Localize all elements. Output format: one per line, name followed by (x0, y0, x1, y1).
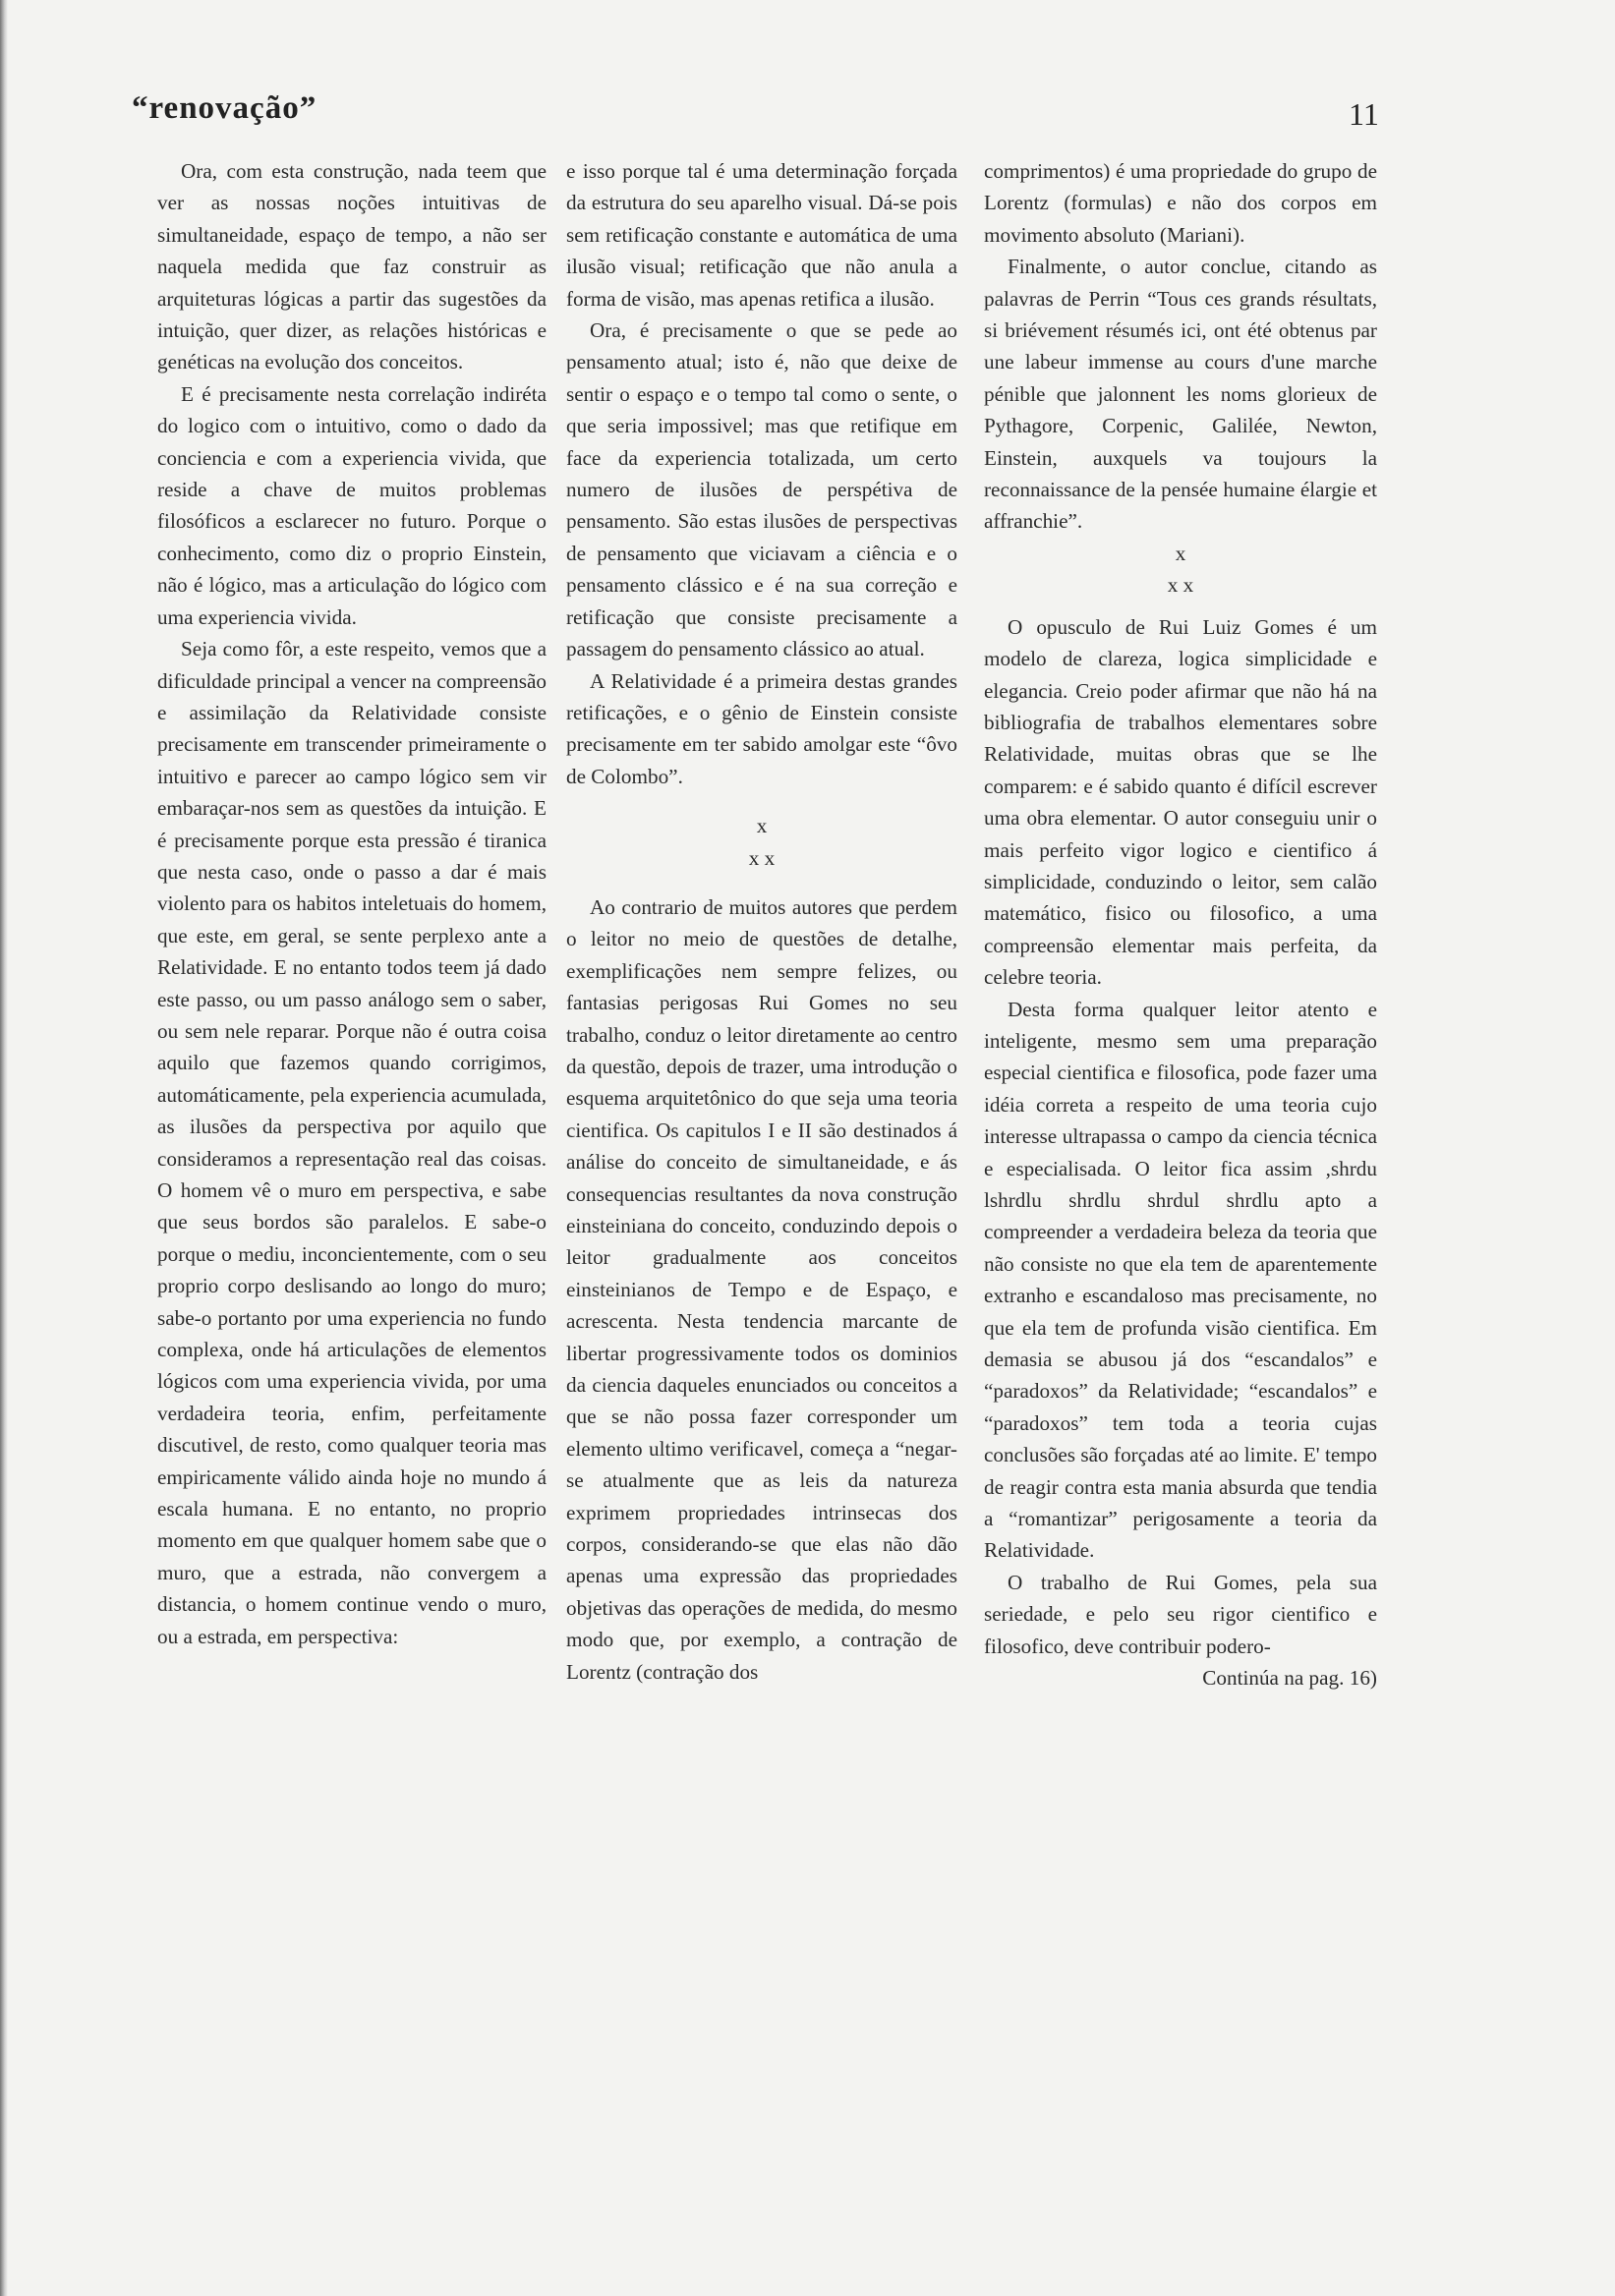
paragraph: Ao contrario de muitos autores que perdem o leitor no meio de questões de detalhe, exemplificações nem sempre felizes, ou fantasias perigosas Rui Gomes no seu trabalho, conduz o leitor diretamente ao centro da questão, depois de trazer, uma introdução o esquema arquitetônico do que seja uma teoria cientifica. Os capitulos I e II são destinados á análise do conceito de simultaneidade, e ás consequencias resultantes da nova construção einsteiniana do conceito, conduzindo depois o leitor gradualmente aos conceitos einsteinianos de Tempo e de Espaço, e acrescenta. Nesta tendencia marcante de libertar progressivamente todos os dominios da ciencia daqueles enunciados ou conceitos a que se não possa fazer corresponder um elemento ultimo verificavel, começa a “negar-se atualmente que as leis da natureza exprimem propriedades intrinsecas dos corpos, considerando-se que elas não dão apenas uma expressão das propriedades objetivas das operações de medida, do mesmo modo que, por exemplo, a contração de Lorentz (contração dos (566, 894, 957, 1684)
magazine-title: “renovação” (132, 90, 317, 126)
paragraph: E é precisamente nesta correlação indiréta do logico com o intuitivo, como o dado da conciencia e com a experiencia vivida, que reside a chave de muitos problemas filosóficos a esclarecer no futuro. Porque o conhecimento, como diz o proprio Einstein, não é lógico, mas a articulação do lógico com uma experiencia vivida. (157, 381, 547, 629)
section-separator: x x (748, 845, 776, 870)
paragraph: Ora, com esta construção, nada teem que ver as nossas noções intuitivas de simultaneidade, espaço de tempo, a não ser naquela medida que faz construir as arquiteturas lógicas a partir das sugestões da intuição, quer dizer, as relações históricas e genéticas na evolução dos conceitos. (157, 159, 547, 374)
paragraph: Seja como fôr, a este respeito, vemos que a dificuldade principal a vencer na compreensão e assimilação da Relatividade consiste precisamente em transcender primeiramente o intuitivo e parecer ao campo lógico sem vir embaraçar-nos sem as questões da intuição. E é precisamente porque esta pressão é tiranica que nesta caso, onde o passo a dar é mais violento para os habitos inteletuais do homem, que este, em geral, se sente perplexo ante a Relatividade. E no entanto todos teem já dado este passo, ou um passo análogo sem o saber, ou sem nele reparar. Porque não é outra coisa aquilo que fazemos quando corrigimos, automáticamente, pela experiencia acumulada, as ilusões da perspectiva por aquilo que consideramos a representação real das coisas. O homem vê o muro em perspectiva, e sabe que seus bordos são paralelos. E sabe-o porque o mediu, inconcientemente, com o seu proprio corpo deslisando ao longo do muro; sabe-o portanto por uma experiencia no fundo complexa, onde há articulações de elementos lógicos com uma experiencia vivida, por uma verdadeira teoria, enfim, perfeitamente discutivel, de resto, como qualquer teoria mas empiricamente válido ainda hoje no mundo á escala humana. E no entanto, no proprio momento em que qualquer homem sabe que o muro, que a estrada, não convergem a distancia, o homem continue vendo o muro, ou a estrada, em perspectiva: (157, 637, 547, 1648)
scan-edge-shadow (0, 0, 8, 2296)
text-column-3 (984, 155, 1377, 1694)
paragraph: e isso porque tal é uma determinação forçada da estrutura do seu aparelho visual. Dá-se pois sem retificação constante e automática de uma ilusão visual; retificação que não anula a forma de visão, mas apenas retifica a ilusão. (566, 159, 957, 311)
spacer (984, 602, 1377, 611)
section-separator: x (756, 814, 768, 838)
continued-note: Continúa na pag. 16) (1202, 1666, 1377, 1691)
paragraph: O opusculo de Rui Luiz Gomes é um modelo de clareza, logica simplicidade e elegancia. Creio poder afirmar que não há na bibliografia de trabalhos elementares sobre Relatividade, muitas obras que se lhe comparem: e é sabido quanto é difícil escrever uma obra elementar. O autor conseguiu unir o mais perfeito vigor logico e cientifico á simplicidade, conduzindo o leitor, sem calão matemático, fisico ou filosofico, a uma compreensão elementar mais perfeita, da celebre teoria. (984, 614, 1377, 990)
spacer (566, 792, 957, 810)
text-column-2 (566, 155, 957, 1688)
paragraph: O trabalho de Rui Gomes, pela sua seriedade, e pelo seu rigor cientifico e filosofico, deve contribuir podero- (984, 1570, 1377, 1658)
paragraph: comprimentos) é uma propriedade do grupo de Lorentz (formulas) e não dos corpos em movimento absoluto (Mariani). (984, 159, 1377, 247)
page-number: 11 (1349, 96, 1379, 132)
text-column-1 (157, 155, 547, 1652)
paragraph: Desta forma qualquer leitor atento e inteligente, mesmo sem uma preparação especial cientifica e filosofica, pode fazer uma idéia correta a respeito de uma teoria cujo interesse ultrapassa o campo da ciencia técnica e especialisada. O leitor fica assim ,shrdu lshrdlu shrdlu shrdul shrdlu apto a compreender a verdadeira beleza da teoria que não consiste no que ela tem de aparentemente extranho e escandaloso mas precisamente, no que ela tem de profunda visão cientifica. Em demasia se abusou já dos “escandalos” e “paradoxos” da Relatividade; “escandalos” e “paradoxos” tem toda a teoria cujas conclusões são forçadas até ao limite. E' tempo de reagir contra esta mania absurda que tendia a “romantizar” perigosamente a teoria da Relatividade. (984, 997, 1377, 1563)
paragraph: Ora, é precisamente o que se pede ao pensamento atual; isto é, não que deixe de sentir o espaço e o tempo tal como o sente, o que seria impossivel; mas que retifique em face da experiencia totalizada, um certo numero de ilusões de perspétiva de pensamento. São estas ilusões de perspectivas de pensamento que viciavam a ciência e o pensamento clássico e é na sua correção e retificação que consiste precisamente a passagem do pensamento clássico ao atual. (566, 318, 957, 661)
section-separator: x x (1167, 573, 1194, 598)
section-separator: x (1175, 541, 1186, 565)
paragraph: A Relatividade é a primeira destas grandes retificações, e o gênio de Einstein consiste precisamente em ter sabido amolgar este “ôvo de Colombo”. (566, 668, 957, 788)
spacer (566, 874, 957, 891)
paragraph: Finalmente, o autor conclue, citando as palavras de Perrin “Tous ces grands résultats, si briévement résumés ici, ont été obtenus par une labeur immense au cours d'une marche pénible que jalonnent les noms glorieux de Pythagore, Corpenic, Galilée, Newton, Einstein, auxquels va toujours la reconnaissance de la pensée humaine élargie et affranchie”. (984, 255, 1377, 534)
